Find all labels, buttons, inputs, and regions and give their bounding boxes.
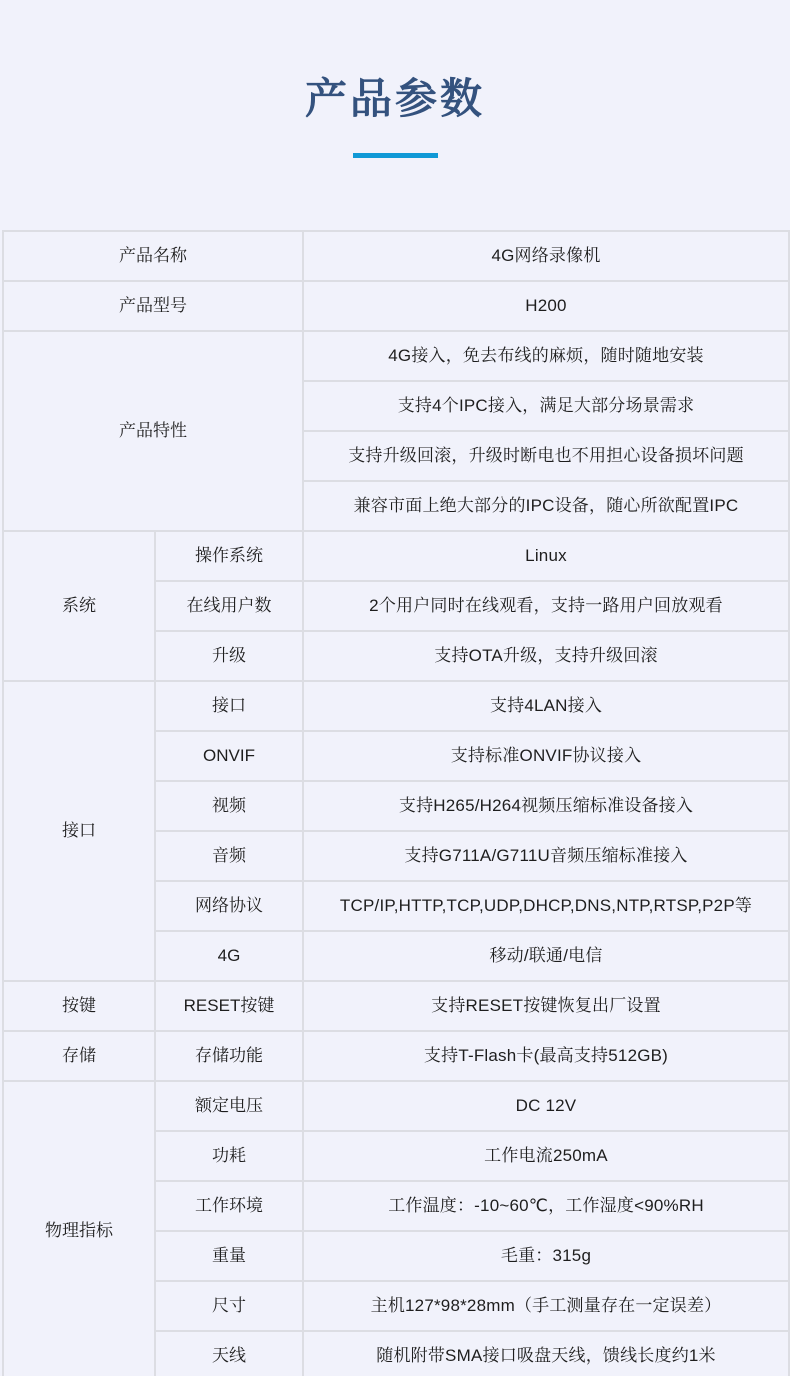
spec-row (3, 231, 789, 281)
spec-row (3, 681, 789, 731)
spec-value: 2个用户同时在线观看，支持一路用户回放观看 (303, 581, 789, 631)
page-header (0, 0, 790, 230)
spec-value: 随机附带SMA接口吸盘天线，馈线长度约1米 (303, 1331, 789, 1376)
spec-group-label: 产品型号 (3, 281, 303, 331)
spec-row (3, 1031, 789, 1081)
page-title: 产品参数 (304, 75, 485, 122)
spec-sub-label: RESET按键 (155, 981, 303, 1031)
spec-value: 支持4个IPC接入，满足大部分场景需求 (303, 381, 789, 431)
spec-value: DC 12V (303, 1081, 789, 1131)
spec-sub-label: 4G (155, 931, 303, 981)
spec-sub-label: 天线 (155, 1331, 303, 1376)
title-underline-decoration (353, 153, 438, 158)
spec-sub-label: 尺寸 (155, 1281, 303, 1331)
spec-value: 支持OTA升级，支持升级回滚 (303, 631, 789, 681)
spec-group-label: 产品名称 (3, 231, 303, 281)
spec-sub-label: 功耗 (155, 1131, 303, 1181)
spec-sub-label: ONVIF (155, 731, 303, 781)
spec-value: Linux (303, 531, 789, 581)
spec-group-label: 接口 (3, 681, 155, 981)
spec-group-label: 系统 (3, 531, 155, 681)
spec-value: 支持G711A/G711U音频压缩标准接入 (303, 831, 789, 881)
spec-sub-label: 额定电压 (155, 1081, 303, 1131)
spec-value: 工作温度：-10~60℃，工作湿度<90%RH (303, 1181, 789, 1231)
spec-sub-label: 重量 (155, 1231, 303, 1281)
spec-value: H200 (303, 281, 789, 331)
spec-value: TCP/IP,HTTP,TCP,UDP,DHCP,DNS,NTP,RTSP,P2P等 (303, 881, 789, 931)
spec-sub-label: 在线用户数 (155, 581, 303, 631)
spec-value: 兼容市面上绝大部分的IPC设备，随心所欲配置IPC (303, 481, 789, 531)
spec-row (3, 981, 789, 1031)
spec-group-label: 按键 (3, 981, 155, 1031)
spec-sub-label: 接口 (155, 681, 303, 731)
spec-value: 支持4LAN接入 (303, 681, 789, 731)
spec-value: 4G网络录像机 (303, 231, 789, 281)
spec-value: 支持RESET按键恢复出厂设置 (303, 981, 789, 1031)
spec-sub-label: 视频 (155, 781, 303, 831)
spec-value: 支持标准ONVIF协议接入 (303, 731, 789, 781)
spec-value: 4G接入，免去布线的麻烦，随时随地安装 (303, 331, 789, 381)
product-spec-table (2, 230, 790, 1376)
spec-value: 工作电流250mA (303, 1131, 789, 1181)
spec-sub-label: 音频 (155, 831, 303, 881)
spec-value: 支持H265/H264视频压缩标准设备接入 (303, 781, 789, 831)
spec-row (3, 1081, 789, 1131)
spec-value: 支持升级回滚，升级时断电也不用担心设备损坏问题 (303, 431, 789, 481)
spec-value: 移动/联通/电信 (303, 931, 789, 981)
spec-value: 毛重：315g (303, 1231, 789, 1281)
spec-sub-label: 操作系统 (155, 531, 303, 581)
spec-group-label: 存储 (3, 1031, 155, 1081)
spec-value: 主机127*98*28mm（手工测量存在一定误差） (303, 1281, 789, 1331)
spec-group-label: 物理指标 (3, 1081, 155, 1376)
spec-row (3, 281, 789, 331)
spec-sub-label: 网络协议 (155, 881, 303, 931)
spec-row (3, 331, 789, 381)
spec-sub-label: 升级 (155, 631, 303, 681)
spec-row (3, 531, 789, 581)
spec-group-label: 产品特性 (3, 331, 303, 531)
spec-sub-label: 存储功能 (155, 1031, 303, 1081)
spec-sub-label: 工作环境 (155, 1181, 303, 1231)
spec-value: 支持T-Flash卡(最高支持512GB) (303, 1031, 789, 1081)
